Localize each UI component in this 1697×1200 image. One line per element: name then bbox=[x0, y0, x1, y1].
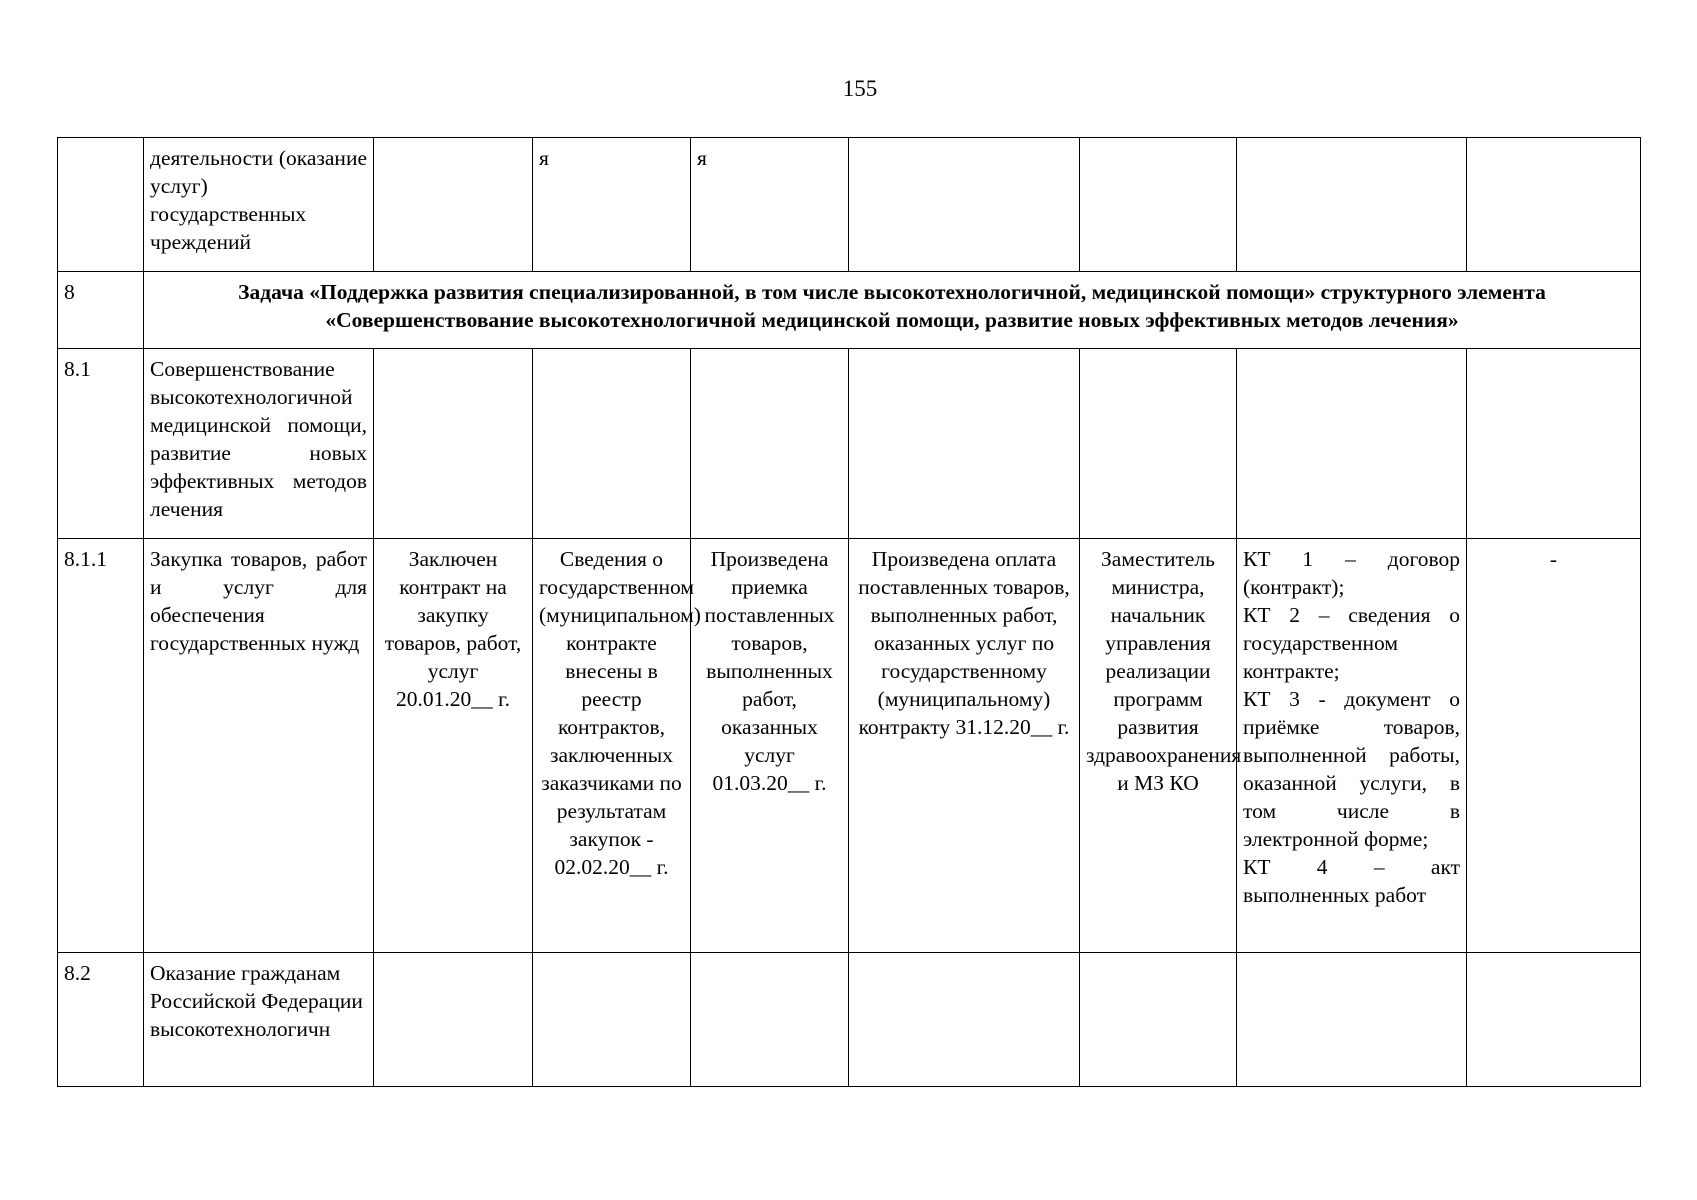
table-row bbox=[58, 138, 1641, 272]
table-cell bbox=[1467, 349, 1641, 539]
responsible-cell: Заместитель министра, начальник управления реализации программ развития здравоохранения и МЗ КО bbox=[1080, 539, 1237, 953]
row-number: 8.1 bbox=[58, 349, 144, 539]
task-heading: Задача «Поддержка развития специализированной, в том числе высокотехнологичной, медицинской помощи» структурного элемента «Совершенствование высокотехнологичной медицинской помощи, развитие новых эффективных методов лечения» bbox=[144, 272, 1641, 349]
table-cell bbox=[374, 953, 533, 1087]
table-cell: - bbox=[1467, 539, 1641, 953]
table-cell bbox=[374, 138, 533, 272]
table-cell bbox=[1237, 138, 1467, 272]
event-name-cell: Оказание гражданам Российской Федерации высокотехнологичн bbox=[144, 953, 374, 1087]
table-cell bbox=[849, 953, 1080, 1087]
table-row-task bbox=[58, 272, 1641, 349]
row-number: 8 bbox=[58, 272, 144, 349]
event-name-cell: Совершенствование высокотехнологичной медицинской помощи, развитие новых эффективных методов лечения bbox=[144, 349, 374, 539]
control-point-2-cell: Сведения о государственном (муниципальном) контракте внесены в реестр контрактов, заключенных заказчиками по результатам закупок - 02.02.20__ г. bbox=[533, 539, 691, 953]
table-cell bbox=[533, 953, 691, 1087]
plan-table bbox=[57, 137, 1641, 1087]
table-row bbox=[58, 539, 1641, 953]
control-point-4-cell: Произведена оплата поставленных товаров, выполненных работ, оказанных услуг по государственному (муниципальному) контракту 31.12.20__ г. bbox=[849, 539, 1080, 953]
table-cell bbox=[374, 349, 533, 539]
kt-item: КТ 2 – сведения о государственном контракте; bbox=[1243, 603, 1460, 683]
table-cell: я bbox=[533, 138, 691, 272]
documents-cell bbox=[1237, 539, 1467, 953]
page-number: 155 bbox=[842, 76, 878, 101]
row-number bbox=[58, 138, 144, 272]
event-name-cell: деятельности (оказание услуг) государственных чреждений bbox=[144, 138, 374, 272]
kt-item: КТ 4 – акт выполненных работ bbox=[1243, 855, 1460, 907]
table-row bbox=[58, 349, 1641, 539]
control-point-1-cell: Заключен контракт на закупку товаров, работ, услуг 20.01.20__ г. bbox=[374, 539, 533, 953]
table-cell bbox=[849, 138, 1080, 272]
row-number: 8.1.1 bbox=[58, 539, 144, 953]
table-cell: я bbox=[691, 138, 849, 272]
kt-item: КТ 1 – договор (контракт); bbox=[1243, 547, 1460, 599]
table-cell bbox=[849, 349, 1080, 539]
table-cell bbox=[691, 953, 849, 1087]
table-cell bbox=[1237, 349, 1467, 539]
table-cell bbox=[1080, 953, 1237, 1087]
table-cell bbox=[1080, 138, 1237, 272]
event-name-cell: Закупка товаров, работ и услуг для обеспечения государственных нужд bbox=[144, 539, 374, 953]
table-cell bbox=[1237, 953, 1467, 1087]
kt-item: КТ 3 - документ о приёмке товаров, выполненной работы, оказанной услуги, в том числе в электронной форме; bbox=[1243, 687, 1460, 851]
table-row bbox=[58, 953, 1641, 1087]
table-cell bbox=[691, 349, 849, 539]
table-cell bbox=[1467, 138, 1641, 272]
control-point-3-cell: Произведена приемка поставленных товаров, выполненных работ, оказанных услуг 01.03.20__ г. bbox=[691, 539, 849, 953]
table-cell bbox=[1080, 349, 1237, 539]
table-cell bbox=[533, 349, 691, 539]
table-cell bbox=[1467, 953, 1641, 1087]
row-number: 8.2 bbox=[58, 953, 144, 1087]
